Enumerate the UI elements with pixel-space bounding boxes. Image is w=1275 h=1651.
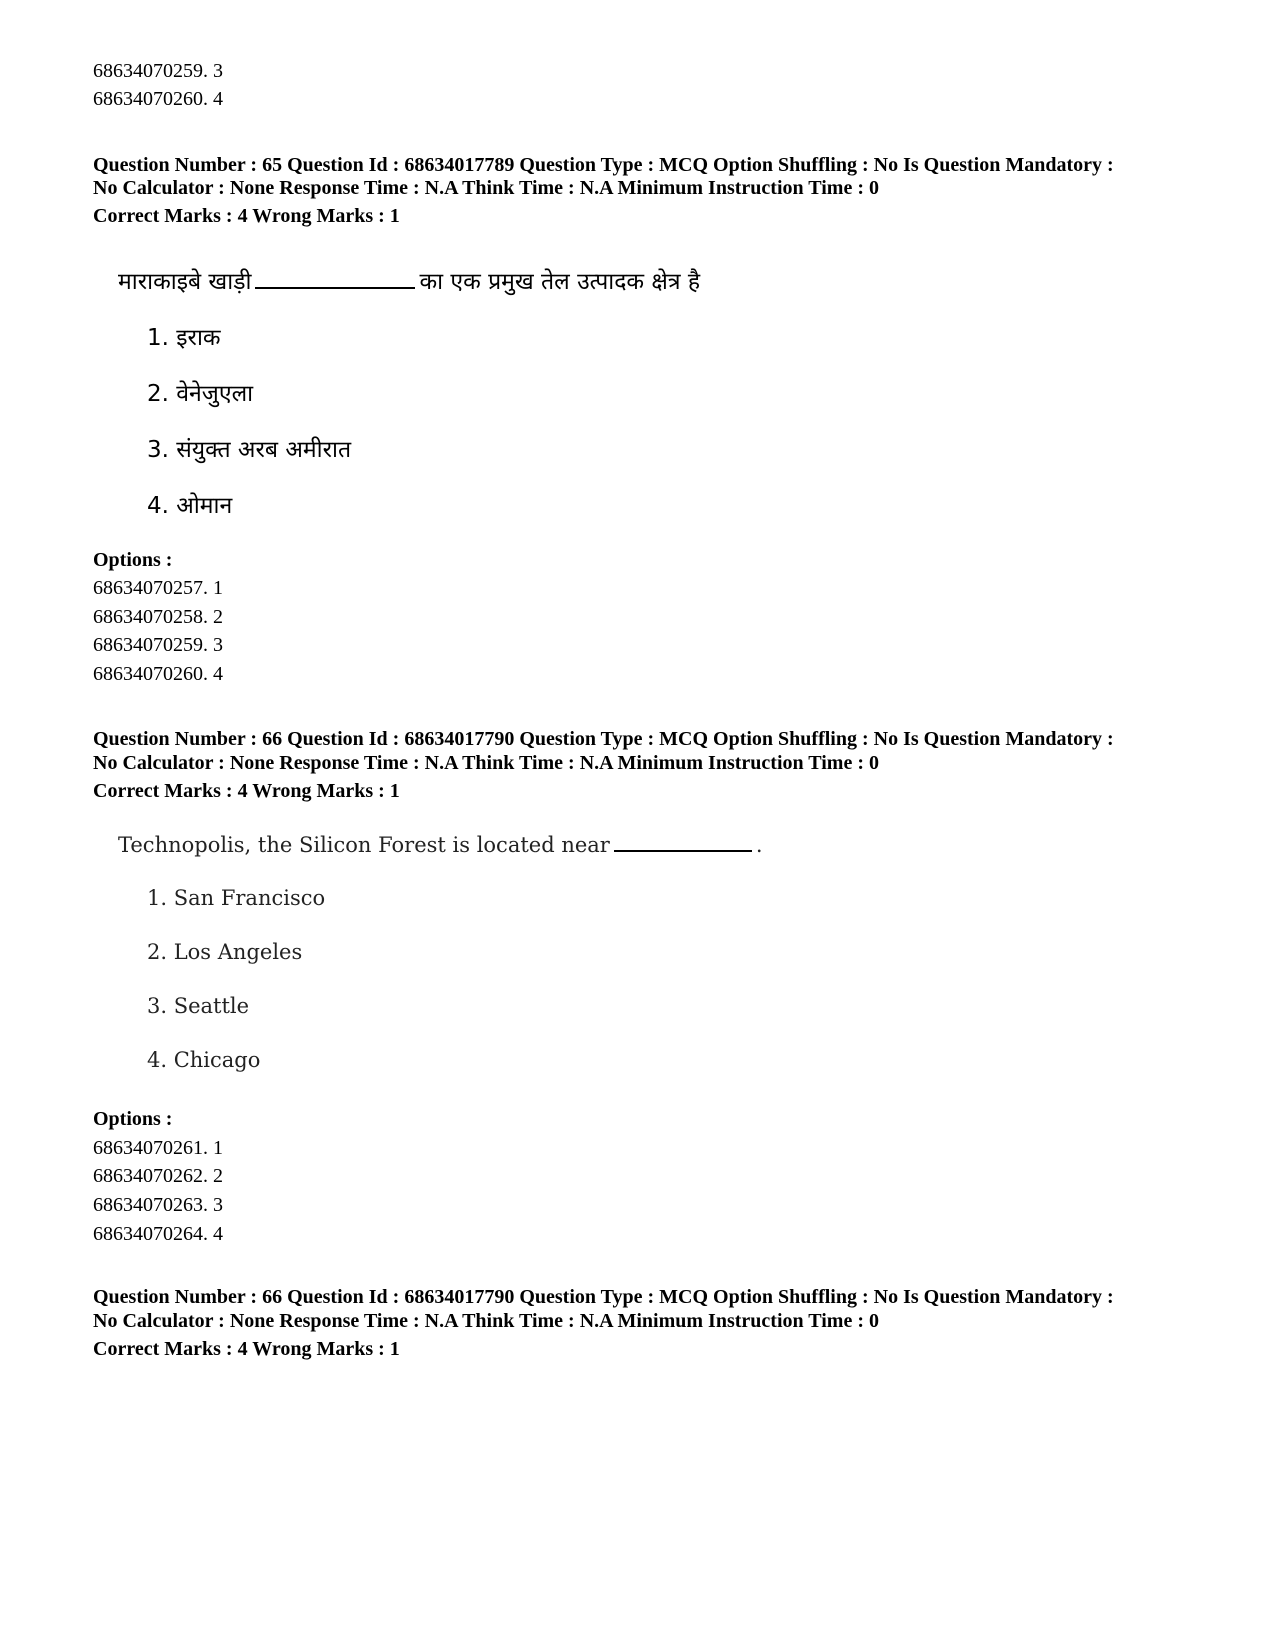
- choice-item: 1. San Francisco: [147, 886, 326, 910]
- choice-item: 1. इराक: [147, 325, 221, 351]
- option-line: 68634070257. 1: [93, 577, 223, 599]
- question-header-line1: Question Number : 66 Question Id : 68634017790 Question Type : MCQ Option Shuffling : No Is Question Mandatory :: [93, 1286, 1114, 1308]
- option-line: 68634070264. 4: [93, 1223, 223, 1245]
- question-marks: Correct Marks : 4 Wrong Marks : 1: [93, 780, 400, 802]
- question-text: [118, 264, 700, 296]
- option-line: 68634070260. 4: [93, 663, 223, 685]
- question-header-line2: No Calculator : None Response Time : N.A Think Time : N.A Minimum Instruction Time : 0: [93, 177, 879, 199]
- option-line: 68634070262. 2: [93, 1165, 223, 1187]
- question-text: [118, 833, 763, 857]
- answer-blank: [255, 286, 415, 289]
- choice-item: 4. Chicago: [147, 1048, 261, 1072]
- choice-item: 2. वेनेजुएला: [147, 381, 254, 407]
- question-text-before: Technopolis, the Silicon Forest is located near: [118, 833, 610, 857]
- question-text-before: माराकाइबे खाड़ी: [118, 269, 252, 295]
- option-line: 68634070259. 3: [93, 634, 223, 656]
- question-header-line1: Question Number : 65 Question Id : 68634017789 Question Type : MCQ Option Shuffling : No Is Question Mandatory :: [93, 154, 1114, 176]
- options-label: Options :: [93, 549, 173, 571]
- question-header-line2: No Calculator : None Response Time : N.A Think Time : N.A Minimum Instruction Time : 0: [93, 1310, 879, 1332]
- answer-blank: [614, 849, 752, 852]
- choice-item: 2. Los Angeles: [147, 940, 303, 964]
- question-marks: Correct Marks : 4 Wrong Marks : 1: [93, 1338, 400, 1360]
- option-line: 68634070260. 4: [93, 88, 223, 110]
- choice-item: 3. संयुक्त अरब अमीरात: [147, 437, 352, 463]
- options-label: Options :: [93, 1108, 173, 1130]
- option-line: 68634070263. 3: [93, 1194, 223, 1216]
- question-marks: Correct Marks : 4 Wrong Marks : 1: [93, 205, 400, 227]
- option-line: 68634070258. 2: [93, 606, 223, 628]
- question-text-after: .: [755, 833, 763, 857]
- option-line: 68634070259. 3: [93, 60, 223, 82]
- choice-item: 3. Seattle: [147, 994, 250, 1018]
- question-header-line1: Question Number : 66 Question Id : 68634017790 Question Type : MCQ Option Shuffling : No Is Question Mandatory :: [93, 728, 1114, 750]
- question-text-after: का एक प्रमुख तेल उत्पादक क्षेत्र है: [419, 269, 701, 295]
- option-line: 68634070261. 1: [93, 1137, 223, 1159]
- question-header-line2: No Calculator : None Response Time : N.A Think Time : N.A Minimum Instruction Time : 0: [93, 752, 879, 774]
- choice-item: 4. ओमान: [147, 493, 233, 519]
